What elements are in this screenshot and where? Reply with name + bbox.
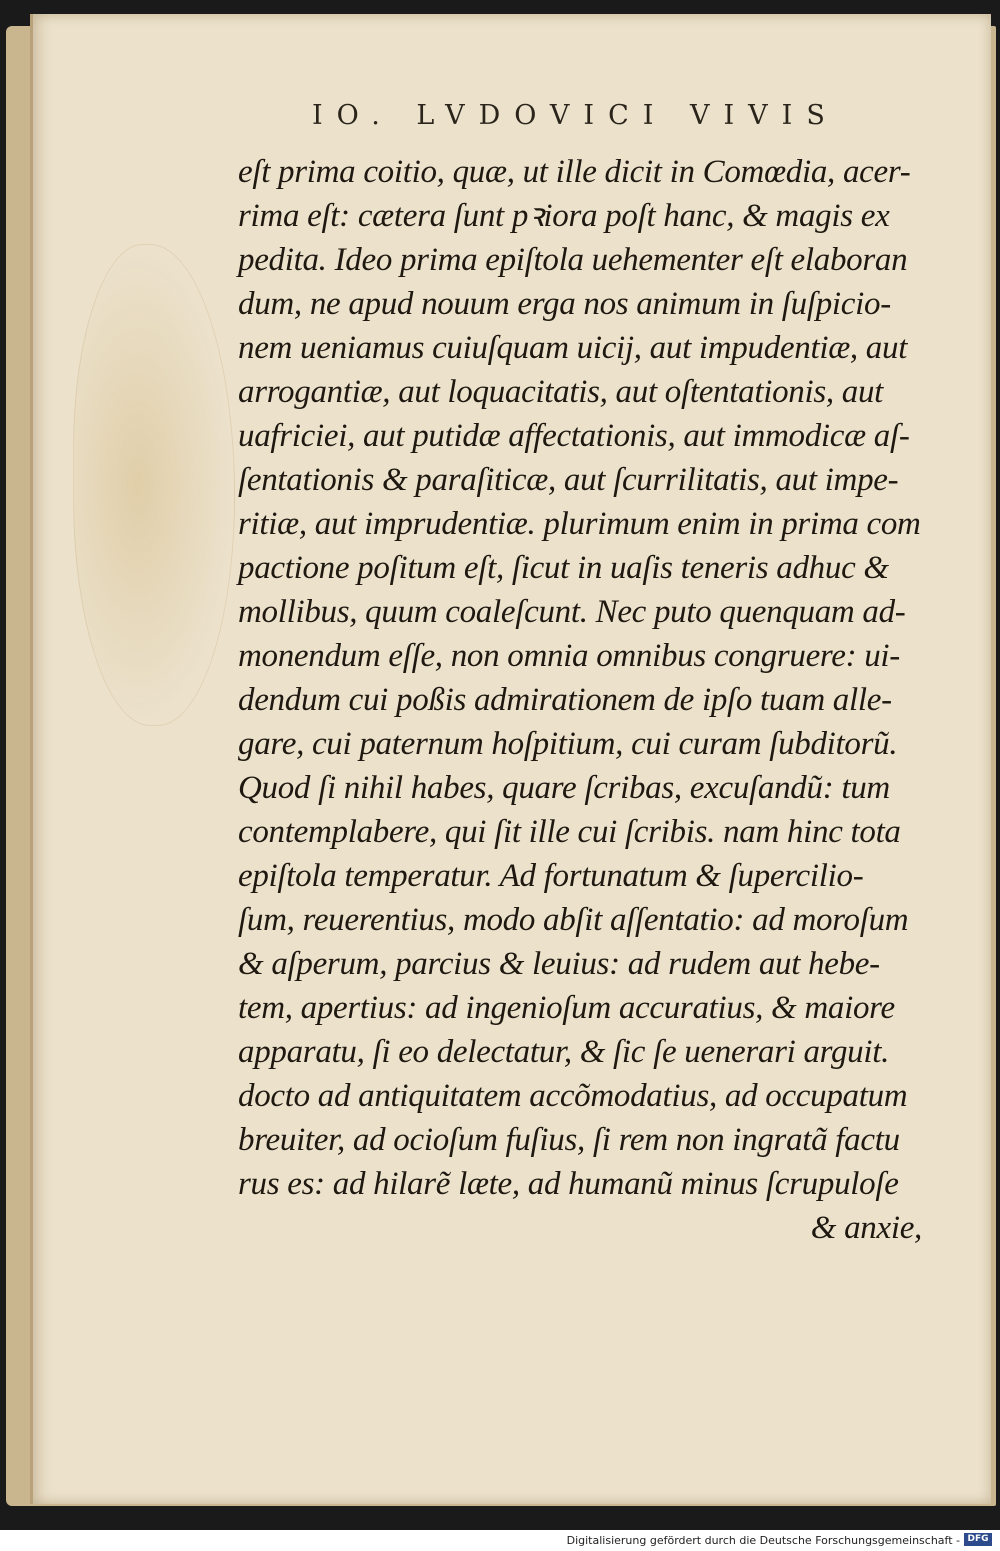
text-line: apparatu, ſi eo delectatur, & ſic ſe uenerari arguit. <box>238 1034 890 1070</box>
dfg-logo: DFG <box>964 1533 992 1546</box>
text-line: nem ueniamus cuiuſquam uicij, aut impudentiæ, aut <box>238 330 908 366</box>
text-line: gare, cui paternum hoſpitium, cui curam ſubditorũ. <box>238 726 898 762</box>
text-line: arrogantiæ, aut loquacitatis, aut oſtentationis, aut <box>238 374 884 410</box>
text-line: monendum eſſe, non omnia omnibus congruere: ui- <box>238 638 900 674</box>
running-head: IO. LVDOVICI VIVIS <box>312 100 839 131</box>
text-line: eſt prima coitio, quæ, ut ille dicit in Comœdia, acer- <box>238 154 911 190</box>
main-text <box>238 150 922 1250</box>
text-line: mollibus, quum coaleſcunt. Nec puto quenquam ad- <box>238 594 906 630</box>
text-line: breuiter, ad ocioſum fuſius, ſi rem non ingratã factu <box>238 1122 900 1158</box>
text-line: ritiæ, aut imprudentiæ. plurimum enim in prima com <box>238 506 921 542</box>
text-line: contemplabere, qui ſit ille cui ſcribis. nam hinc tota <box>238 814 901 850</box>
text-line: pedita. Ideo prima epiſtola uehementer eſt elaboran <box>238 242 908 278</box>
catchword: & anxie, <box>810 1210 922 1246</box>
text-line: Quod ſi nihil habes, quare ſcribas, excuſandũ: tum <box>238 770 890 806</box>
text-line: dum, ne apud nouum erga nos animum in ſuſpicio- <box>238 286 891 322</box>
text-line: pactione poſitum eſt, ſicut in uaſis teneris adhuc & <box>238 550 889 586</box>
text-line: dendum cui poßis admirationem de ipſo tuam alle- <box>238 682 892 718</box>
text-line: rus es: ad hilarẽ læte, ad humanũ minus ſcrupuloſe <box>238 1166 899 1202</box>
text-line: ſum, reuerentius, modo abſit aſſentatio: ad moroſum <box>238 902 909 938</box>
text-line: docto ad antiquitatem accõmodatius, ad occupatum <box>238 1078 908 1114</box>
text-line: tem, apertius: ad ingenioſum accuratius, & maiore <box>238 990 895 1026</box>
text-line: rima eſt: cætera ſunt pꝛiora poſt hanc, & magis ex <box>238 198 890 234</box>
water-stain <box>73 244 235 726</box>
text-line: uafriciei, aut putidæ affectationis, aut immodicæ aſ- <box>238 418 910 454</box>
text-line: epiſtola temperatur. Ad fortunatum & ſupercilio- <box>238 858 864 894</box>
funding-credit: Digitalisierung gefördert durch die Deutsche Forschungsgemeinschaft - <box>566 1534 960 1547</box>
text-line: ſentationis & paraſiticæ, aut ſcurrilitatis, aut impe- <box>238 462 899 498</box>
text-line: & aſperum, parcius & leuius: ad rudem aut hebe- <box>238 946 880 982</box>
